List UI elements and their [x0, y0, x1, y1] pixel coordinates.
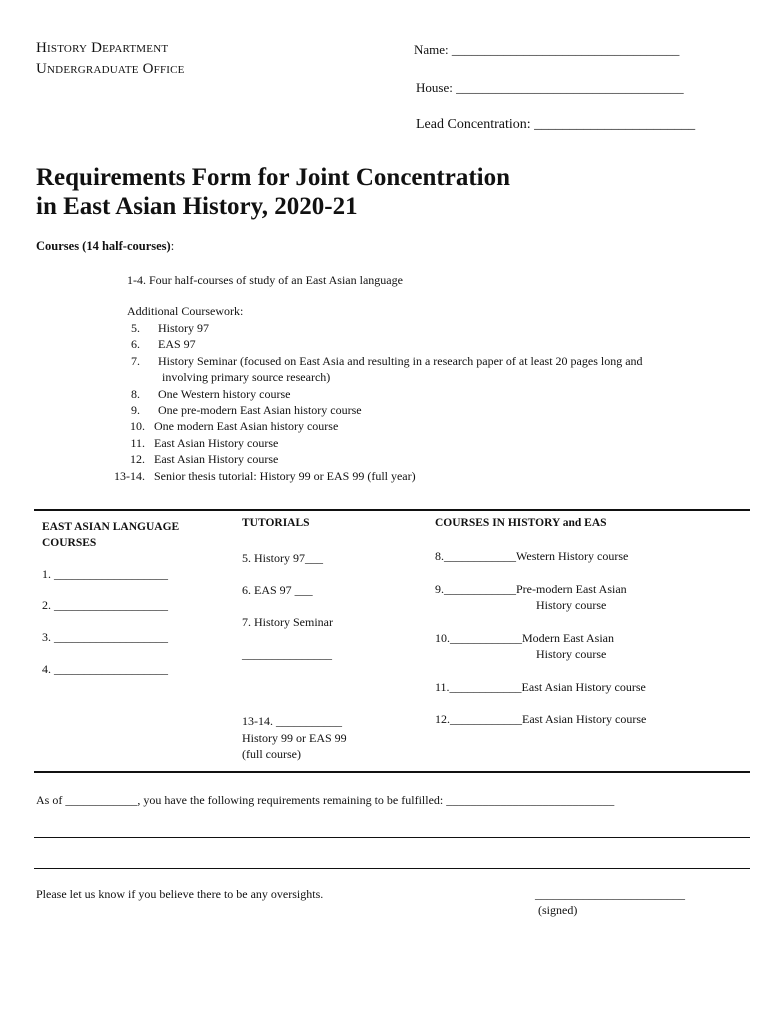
notes-line-1[interactable] — [34, 837, 750, 838]
history-eas-courses-heading: COURSES IN HISTORY and EAS — [435, 517, 607, 529]
tutorial-eas-97[interactable]: 6. EAS 97 ___ — [242, 583, 313, 597]
course-10-continued: History course — [536, 647, 607, 661]
item-text: History Seminar (focused on East Asia and resulting in a research paper of at least 20 pages long and — [158, 353, 643, 368]
item-text: EAS 97 — [158, 337, 196, 352]
table-top-rule — [34, 509, 750, 511]
item-text: involving primary source research) — [162, 370, 331, 385]
name-field[interactable]: Name: ___________________________________ — [414, 42, 680, 57]
item-number: 9. — [131, 403, 140, 418]
remaining-requirements-field[interactable]: As of ____________, you have the following requirements remaining to be fulfilled: ____________________________ — [36, 793, 615, 807]
item-number: 7. — [131, 353, 140, 368]
language-course-4-field[interactable]: 4. ___________________ — [42, 662, 168, 676]
house-field[interactable]: House: ___________________________________ — [416, 80, 684, 95]
signed-label: (signed) — [538, 903, 578, 917]
language-course-3-field[interactable]: 3. ___________________ — [42, 630, 168, 644]
title-line-1: Requirements Form for Joint Concentration — [36, 164, 511, 191]
thesis-line: 13-14. ___________ — [242, 714, 342, 728]
language-requirement: 1-4. Four half-courses of study of an East Asian language — [127, 273, 403, 287]
list-item — [100, 418, 643, 434]
courses-heading-bold: Courses (14 half-courses) — [36, 239, 171, 253]
item-text: One pre-modern East Asian history course — [158, 403, 362, 418]
courses-heading — [36, 239, 174, 254]
signature-line[interactable]: _________________________ — [535, 887, 685, 901]
item-text: East Asian History course — [154, 435, 279, 450]
coursework-list — [100, 320, 643, 484]
list-item — [100, 336, 643, 352]
senior-thesis-tutorial[interactable] — [242, 713, 347, 763]
title-line-2: in East Asian History, 2020-21 — [36, 193, 358, 220]
item-text: East Asian History course — [154, 452, 279, 467]
heading-line: EAST ASIAN LANGUAGE — [42, 521, 180, 533]
item-text: History 97 — [158, 321, 209, 335]
department-name: History Department — [36, 40, 169, 56]
item-text: Senior thesis tutorial: History 99 or EAS 99 (full year) — [154, 468, 416, 483]
course-9-field[interactable]: 9.____________Pre-modern East Asian — [435, 582, 627, 596]
item-text: One modern East Asian history course — [154, 419, 339, 434]
item-number: 8. — [131, 386, 140, 401]
course-8-field[interactable]: 8.____________Western History course — [435, 549, 629, 563]
list-item — [100, 402, 643, 418]
list-item — [100, 435, 643, 451]
item-text: One Western history course — [158, 386, 291, 401]
list-item — [100, 320, 643, 336]
language-course-1-field[interactable]: 1. ___________________ — [42, 567, 168, 581]
notes-line-2[interactable] — [34, 868, 750, 869]
table-bottom-rule — [34, 771, 750, 773]
oversights-note: Please let us know if you believe there to be any oversights. — [36, 887, 324, 901]
history-seminar-field[interactable]: _______________ — [242, 647, 332, 661]
thesis-line: (full course) — [242, 747, 301, 761]
list-item — [100, 369, 643, 385]
language-course-2-field[interactable]: 2. ___________________ — [42, 598, 168, 612]
item-number: 5. — [131, 321, 140, 335]
language-courses-heading — [42, 519, 179, 551]
course-9-continued: History course — [536, 598, 607, 612]
additional-coursework-label: Additional Coursework: — [127, 304, 244, 318]
tutorial-history-seminar: 7. History Seminar — [242, 615, 333, 629]
tutorials-heading: TUTORIALS — [242, 517, 310, 529]
list-item — [100, 451, 643, 467]
page-title — [36, 163, 510, 221]
course-10-field[interactable]: 10.____________Modern East Asian — [435, 631, 614, 645]
list-item — [100, 386, 643, 402]
item-number: 12. — [130, 452, 145, 467]
list-item — [100, 353, 643, 369]
office-name: Undergraduate Office — [36, 61, 185, 77]
tutorial-history-97[interactable]: 5. History 97___ — [242, 551, 323, 565]
course-12-field[interactable]: 12.____________East Asian History course — [435, 712, 647, 726]
item-number: 11. — [130, 435, 145, 450]
lead-concentration-field[interactable]: Lead Concentration: _______________________ — [416, 117, 696, 132]
item-number: 6. — [131, 337, 140, 352]
heading-line: COURSES — [42, 537, 97, 549]
item-number: 10. — [130, 419, 145, 434]
course-11-field[interactable]: 11.____________East Asian History course — [435, 680, 646, 694]
item-number: 13-14. — [114, 468, 145, 483]
thesis-line: History 99 or EAS 99 — [242, 730, 347, 745]
list-item — [100, 468, 643, 484]
courses-heading-colon: : — [170, 239, 175, 253]
